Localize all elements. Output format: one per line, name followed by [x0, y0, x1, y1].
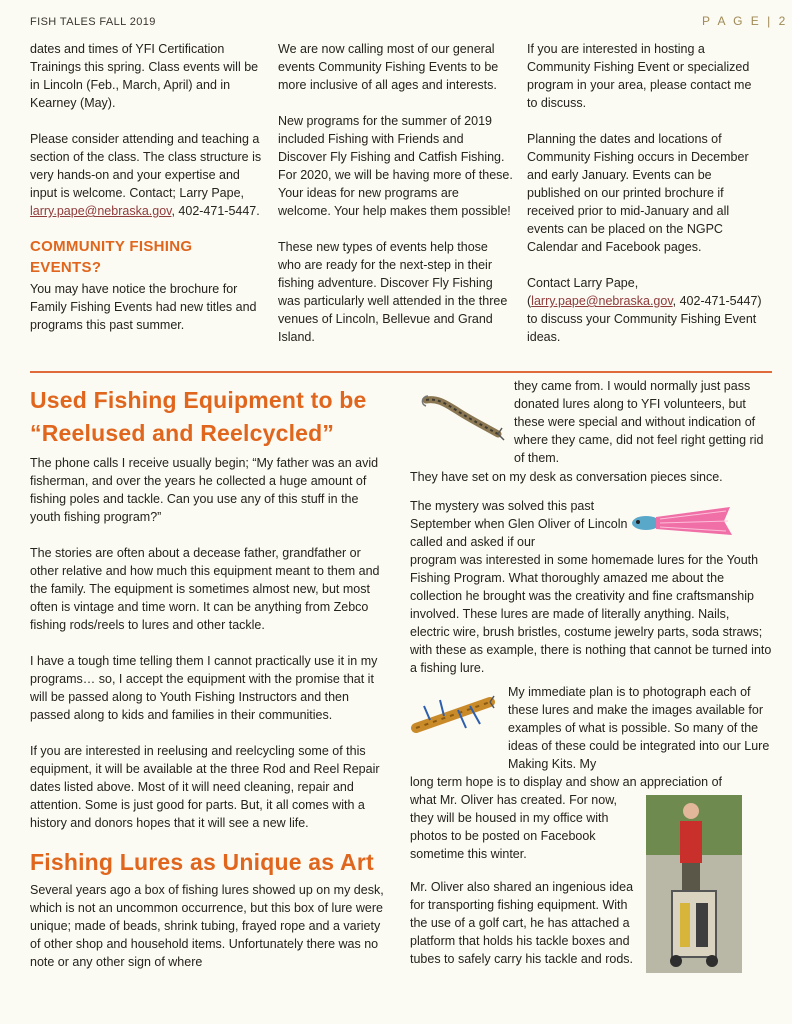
paragraph: My immediate plan is to photograph each of these lures and make the images available for examples of what is possible. So many of the ideas of these could be integrated into our Lure Making Kits. My: [508, 685, 770, 771]
paragraph: New programs for the summer of 2019 included Fishing with Friends and Discover Fly Fishing and Catfish Fishing. For 2020, we will be having more of these. Your ideas for new programs are welcome. Your help makes them possible!: [278, 114, 513, 218]
text-block: [410, 551, 772, 677]
paragraph: If you are interested in hosting a Community Fishing Event or specialized program in your area, please contact me to discuss.: [527, 42, 752, 110]
paragraph: they came from. I would normally just pass donated lures along to YFI volunteers, but these were special and without indication of where they came, did not feel right getting rid of them.: [514, 379, 764, 465]
article-title: Fishing Lures as Unique as Art: [30, 849, 374, 875]
paragraph: dates and times of YFI Certification Trainings this spring. Class events will be in Lincoln (Feb., March, April) and in Kearney (May).: [30, 42, 259, 110]
paragraph: They have set on my desk as conversation pieces since.: [410, 470, 723, 484]
text: , 402-471-5447.: [171, 204, 260, 218]
page-number: P A G E | 2: [702, 14, 788, 28]
text-block: [514, 377, 774, 467]
column-middle: [278, 40, 514, 346]
text: Contact Larry Pape, (: [527, 276, 639, 308]
paragraph: long term hope is to display and show an appreciation of: [410, 775, 722, 789]
paragraph: Several years ago a box of fishing lures showed up on my desk, which is not an uncommon occurrence, but this box of lure were unique; made of beads, shrink tubing, frayed rope and a variety of other shop and household items. Unfortunately there was no note or any other sign of where: [30, 883, 384, 969]
article-title: Used Fishing Equipment to be “Reelused and Reelcycled”: [30, 387, 367, 446]
newsletter-title: FISH TALES FALL 2019: [30, 16, 156, 28]
paragraph: Planning the dates and locations of Community Fishing occurs in December and early January. Events can be published on our printed brochure if received prior to mid-January and all events can be placed on the NGPC Calendar and Facebook pages.: [527, 132, 749, 254]
text: , 402-471-5447) to discuss your Community Fishing Event ideas.: [527, 294, 762, 344]
section-divider: [30, 371, 772, 373]
paragraph: We are now calling most of our general events Community Fishing Events to be more inclusive of all ages and interests.: [278, 42, 499, 92]
text-block: [410, 878, 635, 968]
paragraph: program was interested in some homemade lures for the Youth Fishing Program. What thoroughly amazed me about the collection he brought was the creativity and fine craftsmanship involved. These lures are made of literally anything. Nails, electric wire, brush bristles, costume jewelry parts, soda straws; with these as example, there is nothing that cannot be turned into a fishing lure.: [410, 553, 772, 675]
paragraph: [527, 274, 765, 346]
column-right: [527, 40, 765, 346]
section-heading: COMMUNITY FISHING EVENTS?: [30, 238, 193, 276]
paragraph: The mystery was solved this past September when Glen Oliver of Lincoln called and asked if our: [410, 499, 628, 549]
paragraph: The stories are often about a decease father, grandfather or other relative and how much this equipment meant to them and the family. The equipment is sometimes almost new, but most often is vintage and time worn. It can be anything from Zebco fishing rods/reels to lures and other tackle.: [30, 546, 380, 632]
paragraph: You may have notice the brochure for Family Fishing Events had new titles and programs this past summer.: [30, 282, 257, 332]
golf-cart-photo: [646, 795, 742, 973]
beaded-lure-image: [418, 390, 508, 446]
text-block: [410, 497, 628, 551]
paragraph: The phone calls I receive usually begin; “My father was an avid fisherman, and over the years he collected a huge amount of fishing poles and tackle. Can you use any of this stuff in the youth fishing program?”: [30, 456, 379, 524]
paragraph: Mr. Oliver also shared an ingenious idea for transporting fishing equipment. With the use of a golf cart, he has attached a platform that holds his tackle boxes and tubes to safely carry his tackle and rods.: [410, 880, 634, 966]
text-block: [410, 791, 642, 863]
paragraph: I have a tough time telling them I cannot practically use it in my programs… so, I accept the equipment with the promise that it will be passed along to Youth Fishing Instructors and then passed along to kids and families in their communities.: [30, 654, 378, 722]
text: Please consider attending and teaching a section of the class. The class structure is very hands-on and your expertise and input is welcome. Contact; Larry Pape,: [30, 132, 262, 200]
column-left: [30, 40, 262, 334]
text-block: [508, 683, 778, 773]
column-bottom-left: [30, 384, 390, 971]
paragraph: These new types of events help those who are ready for the next-step in their fishing adventure. Discover Fly Fishing was particularly well attended in the three venues of Lincoln, Bellevue and Grand Island.: [278, 240, 508, 344]
orange-lure-image: [410, 690, 496, 740]
pink-lure-image: [626, 503, 736, 539]
text-block: [410, 468, 772, 486]
email-link[interactable]: larry.pape@nebraska.gov: [30, 204, 172, 218]
paragraph: what Mr. Oliver has created. For now, they will be housed in my office with photos to be posted on Facebook sometime this winter.: [410, 793, 618, 861]
paragraph: [30, 130, 262, 220]
paragraph: If you are interested in reelusing and reelcycling some of this equipment, it will be available at the three Rod and Reel Repair dates listed above. Most of it will need cleaning, repair and attention. Some is just good for parts. But, it all comes with a history and donors hopes that it will see a new life.: [30, 744, 380, 830]
email-link[interactable]: larry.pape@nebraska.gov: [531, 294, 673, 308]
text-block: [410, 773, 780, 791]
